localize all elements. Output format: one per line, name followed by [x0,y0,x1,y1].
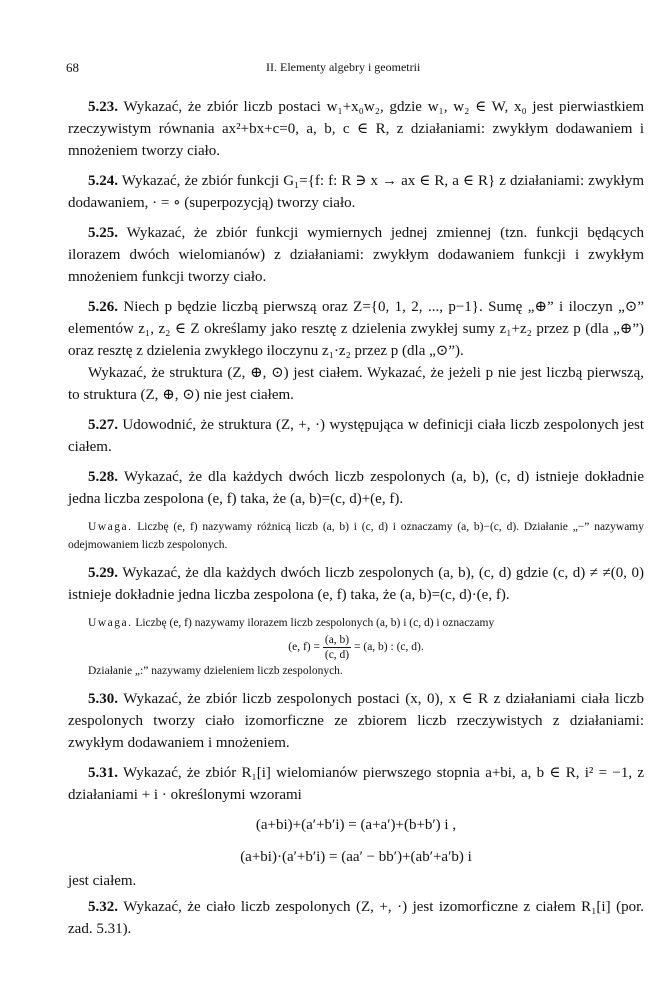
note-text: Liczbę (e, f) nazywamy ilorazem liczb zespolonych (a, b) i (c, d) i oznaczamy [135,617,495,629]
fraction-numerator: (a, b) [324,633,350,646]
note-label: Uwaga. [88,521,133,533]
problem-text: Wykazać, że zbiór funkcji G₁={f: f: R ∋ x → ax ∈ R, a ∈ R} z działaniami: zwykłym dodawaniem, · = ∘ (superpozycją) tworzy ciało. [68,173,644,211]
problem-number: 5.23. [88,99,118,115]
problem-number: 5.28. [88,469,118,485]
problem-text: Wykazać, że zbiór R₁[i] wielomianów pierwszego stopnia a+bi, a, b ∈ R, i² = −1, z działaniami + i · określonymi wzorami [68,765,644,803]
problem-number: 5.29. [88,565,118,581]
problem-5-24 [68,170,644,214]
problem-number: 5.32. [88,899,118,915]
formula-sum: (a+bi)+(a′+b′i) = (a+a′)+(b+b′) i , [255,817,457,833]
problem-text: Wykazać, że zbiór funkcji wymiernych jednej zmiennej (tzn. funkcji będących ilorazem dwóch wielomianów) z działaniami: zwykłym dodawaniem funkcji i zwykłym mnożeniem funkcji tworzy ciało. [68,225,644,285]
note-label: Uwaga. [88,617,133,629]
note-5-29 [68,614,644,632]
formula-rhs: = (a, b) : (c, d). [354,641,424,653]
problem-text: Wykazać, że dla każdych dwóch liczb zespolonych (a, b), (c, d) istnieje dokładnie jedna liczba zespolona (e, f) taka, że (a, b)=(c, d)+(e, f). [68,469,644,507]
page-body [68,96,644,940]
problem-number: 5.31. [88,765,118,781]
problem-5-29 [68,562,644,606]
problem-5-27 [68,414,644,458]
problem-text: Wykazać, że ciało liczb zespolonych (Z, +, ·) jest izomorficzne z ciałem R₁[i] (por. zad. 5.31). [68,899,644,937]
quotient-formula [68,632,644,662]
problem-5-32 [68,896,644,940]
problem-text: Wykazać, że zbiór liczb zespolonych postaci (x, 0), x ∈ R z działaniami ciała liczb zespolonych tworzy ciało izomorficzne ze zbiorem liczb rzeczywistych z działaniami: zwykłym dodawaniem i mnożeniem. [68,691,645,751]
page-number: 68 [66,60,79,75]
problem-text: Udowodnić, że struktura (Z, +, ·) występująca w definicji ciała liczb zespolonych jest ciałem. [68,417,645,455]
problem-5-25 [68,222,644,288]
problem-text: Wykazać, że dla każdych dwóch liczb zespolonych (a, b), (c, d) gdzie (c, d) ≠ ≠(0, 0) istnieje dokładnie jedna liczba zespolona (e, f) taka, że (a, b)=(c, d)·(e, f). [68,565,644,603]
problem-5-31-tail: jest ciałem. [68,873,137,889]
problem-number: 5.30. [88,691,118,707]
running-title: II. Elementy algebry i geometrii [266,60,421,74]
problem-5-30 [68,688,644,754]
formula-lhs: (e, f) = [288,641,320,653]
note-5-28 [68,518,644,554]
problem-number: 5.27. [88,417,118,433]
problem-5-26-continued: Wykazać, że struktura (Z, ⊕, ⊙) jest ciałem. Wykazać, że jeżeli p nie jest liczbą pierwszą, to struktura (Z, ⊕, ⊙) nie jest ciałem. [68,365,644,403]
problem-5-31 [68,762,644,806]
problem-text: Niech p będzie liczbą pierwszą oraz Z={0, 1, 2, ..., p−1}. Sumę „⊕” i iloczyn „⊙” elementów z₁, z₂ ∈ Z określamy jako resztę z dzielenia zwykłej sumy z₁+z₂ przez p (dla „⊕”) oraz resztę z dzielenia zwykłego iloczynu z₁·z₂ przez p (dla „⊙”). [68,299,644,359]
note-text: Liczbę (e, f) nazywamy różnicą liczb (a, b) i (c, d) i oznaczamy (a, b)−(c, d). Działanie „−” nazywamy odejmowaniem liczb zespolonych. [68,521,645,551]
problem-5-26 [68,296,644,362]
problem-text: Wykazać, że zbiór liczb postaci w₁+x₀w₂, gdzie w₁, w₂ ∈ W, x₀ jest pierwiastkiem rzeczywistym równania ax²+bx+c=0, a, b, c ∈ R, z działaniami: zwykłym dodawaniem i mnożeniem tworzy ciało. [68,99,644,159]
problem-number: 5.26. [88,299,118,315]
problem-number: 5.24. [88,173,118,189]
fraction [323,633,351,662]
note-5-29-continued: Działanie „:” nazywamy dzieleniem liczb zespolonych. [88,665,343,677]
problem-5-28 [68,466,644,510]
problem-5-23 [68,96,644,162]
page-header [66,60,606,80]
formula-product: (a+bi)·(a′+b′i) = (aa′ − bb′)+(ab′+a′b) i [240,849,472,865]
problem-number: 5.25. [88,225,118,241]
fraction-denominator: (c, d) [324,648,350,661]
